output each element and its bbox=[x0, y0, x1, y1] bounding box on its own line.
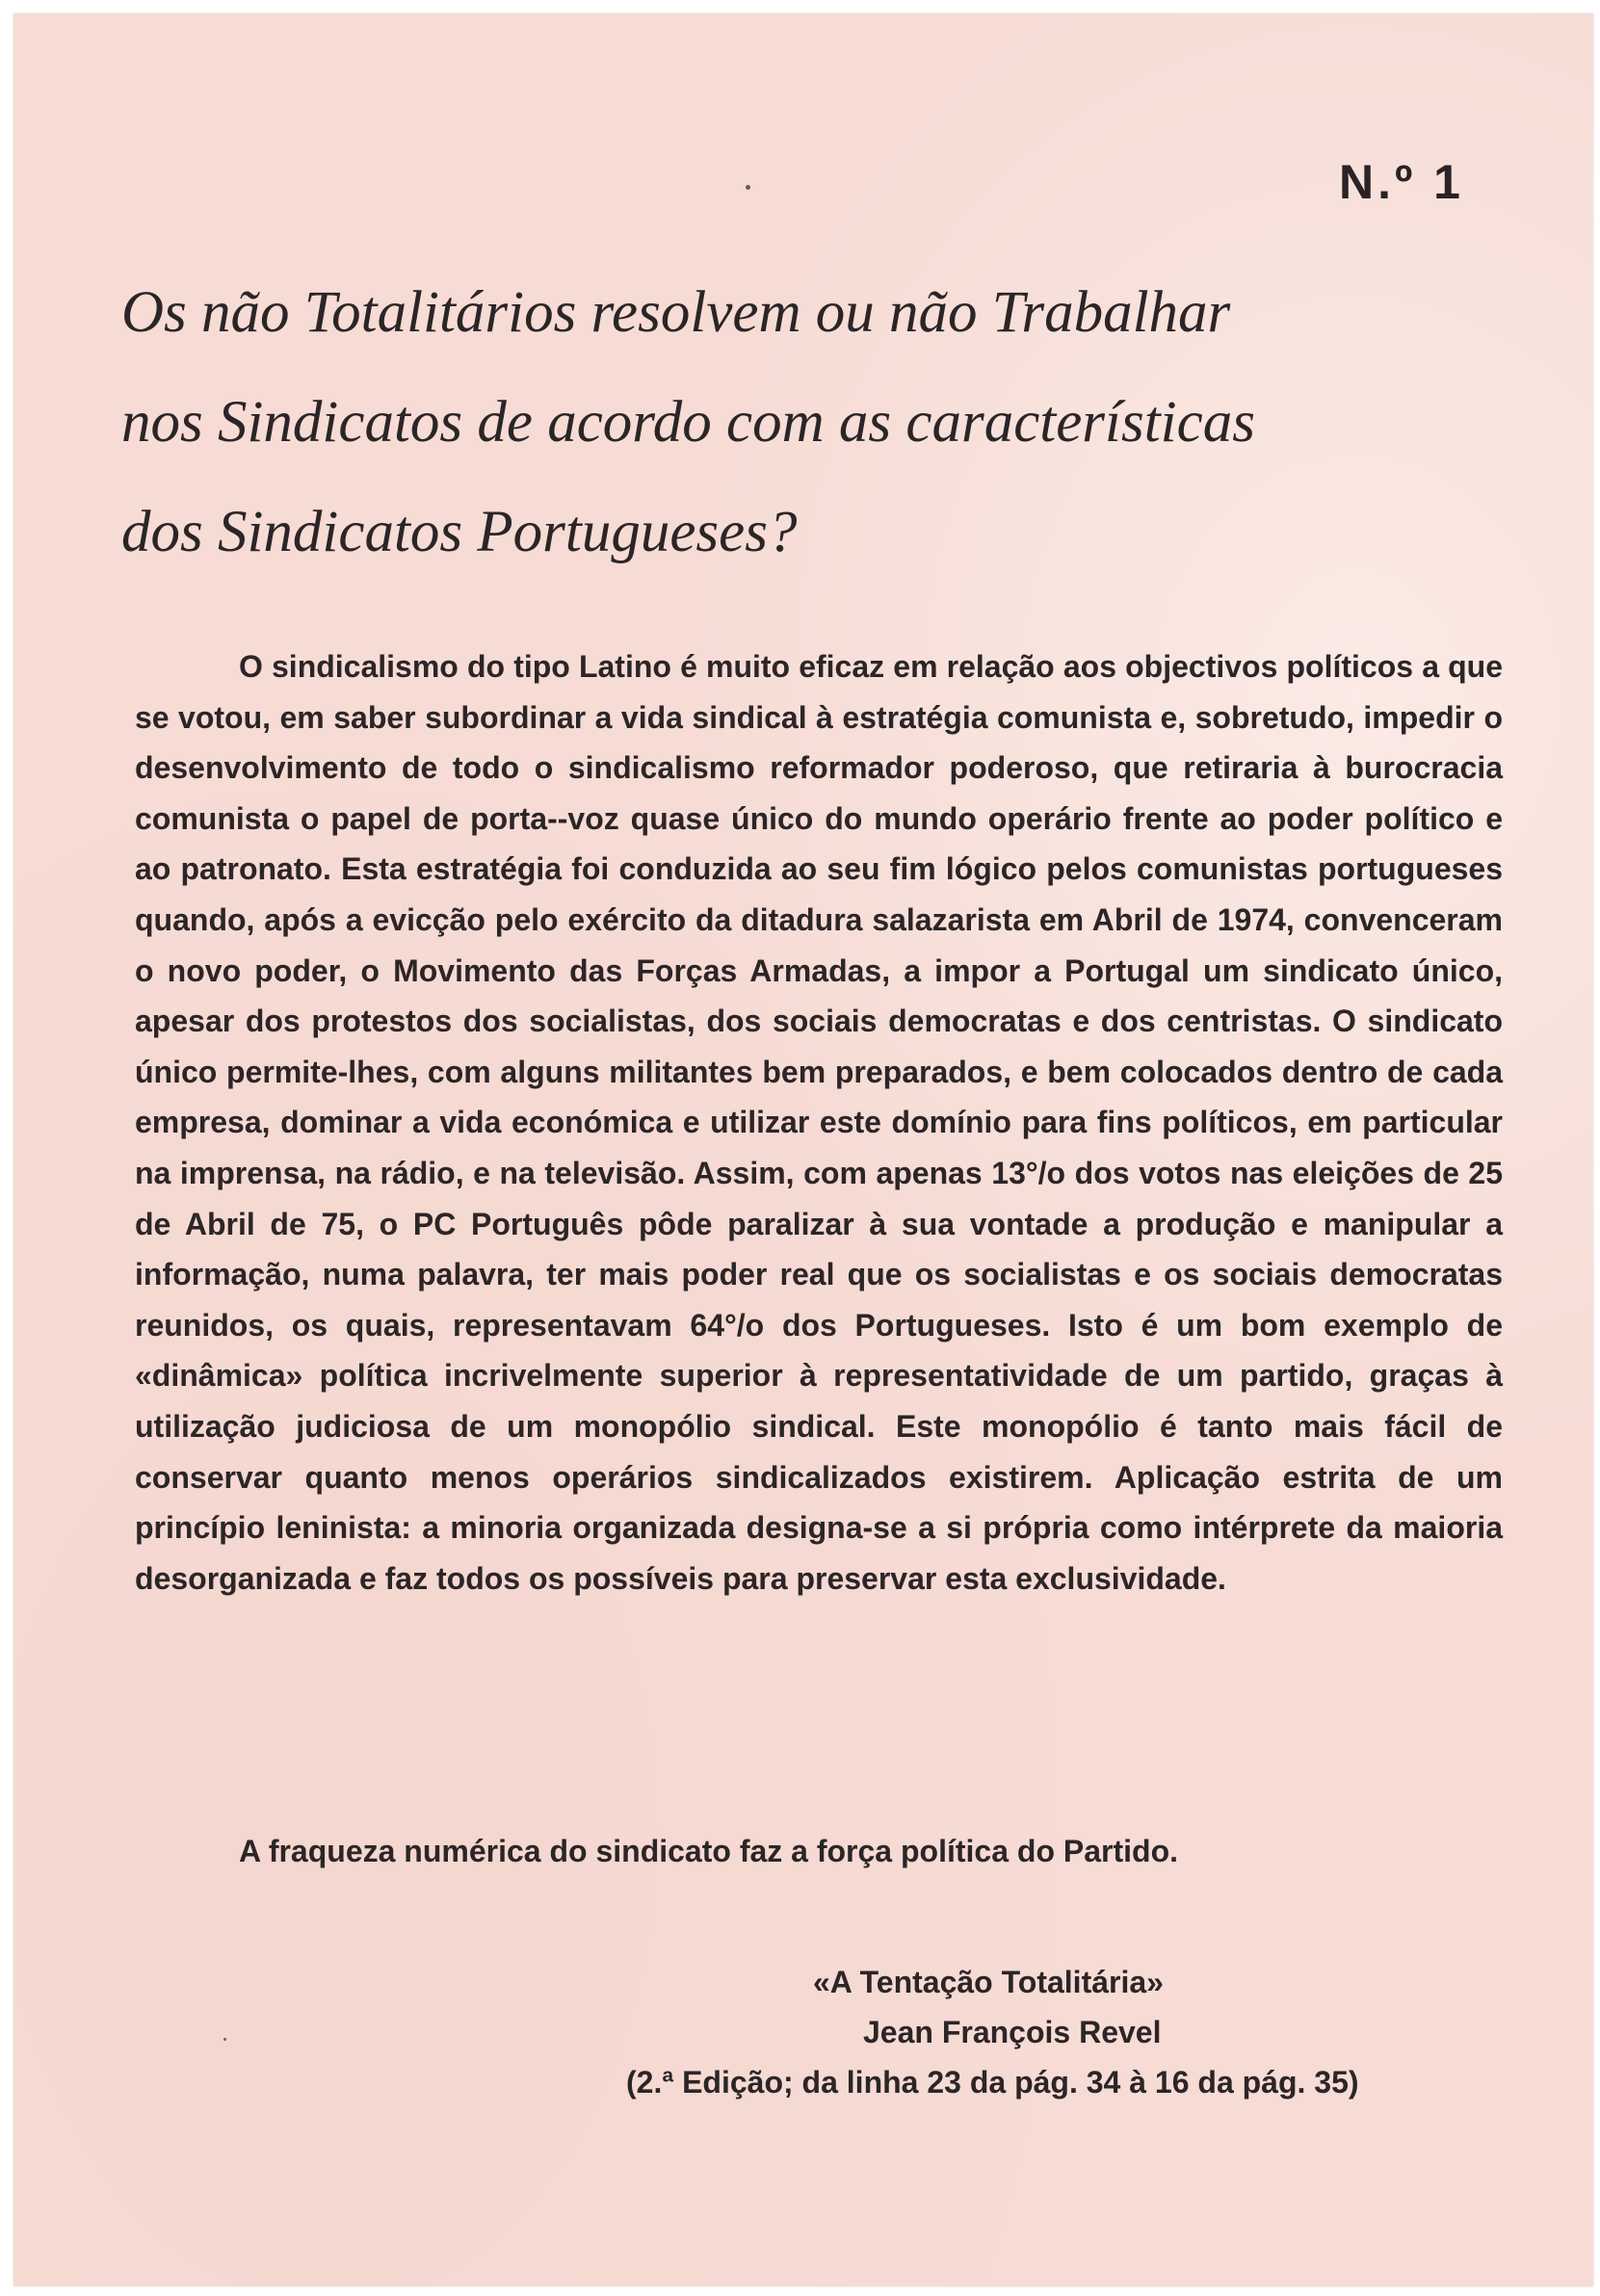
paper-speck bbox=[223, 2038, 226, 2041]
title-line: Os não Totalitários resolvem ou não Trabalhar bbox=[121, 280, 1231, 345]
title-line: dos Sindicatos Portugueses? bbox=[121, 500, 798, 564]
document-title bbox=[121, 258, 1412, 587]
body-paragraph: O sindicalismo do tipo Latino é muito eficaz em relação aos objectivos políticos a que se votou, em saber subordinar a vida sindical à estratégia comunista e, sobretudo, impedir o desenvolvimento de todo o sindicalismo reformador poderoso, que retiraria à burocracia comunista o papel de porta--voz quase único do mundo operário frente ao poder político e ao patronato. Esta estratégia foi conduzida ao seu fim lógico pelos comunistas portugueses quando, após a evicção pelo exército da ditadura salazarista em Abril de 1974, convenceram o novo poder, o Movimento das Forças Armadas, a impor a Portugal um sindicato único, apesar dos protestos dos socialistas, dos sociais democratas e dos centristas. O sindicato único permite-lhes, com alguns militantes bem preparados, e bem colocados dentro de cada empresa, dominar a vida económica e utilizar este domínio para fins políticos, em particular na imprensa, na rádio, e na televisão. Assim, com apenas 13°/o dos votos nas eleições de 25 de Abril de 75, o PC Português pôde paralizar à sua vontade a produção e manipular a informação, numa palavra, ter mais poder real que os socialistas e os sociais democratas reunidos, os quais, representavam 64°/o dos Portugueses. Isto é um bom exemplo de «dinâmica» política incrivelmente superior à representatividade de um partido, graças à utilização judiciosa de um monopólio sindical. Este monopólio é tanto mais fácil de conservar quanto menos operários sindicalizados existirem. Aplicação estrita de um princípio leninista: a minoria organizada designa-se a si própria como intérprete da maioria desorganizada e faz todos os possíveis para preservar esta exclusividade. bbox=[135, 649, 1503, 1596]
citation-edition: (2.ª Edição; da linha 23 da pág. 34 à 16 da pág. 35) bbox=[626, 2065, 1359, 2100]
title-line: nos Sindicatos de acordo com as características bbox=[121, 390, 1255, 455]
issue-number: N.º 1 bbox=[1339, 155, 1464, 209]
citation-author: Jean François Revel bbox=[863, 2015, 1162, 2049]
citation-block bbox=[597, 1957, 1561, 2107]
paper-speck bbox=[746, 185, 750, 190]
citation-book-title: «A Tentação Totalitária» bbox=[813, 1965, 1164, 1999]
closing-statement: A fraqueza numérica do sindicato faz a força política do Partido. bbox=[239, 1834, 1178, 1868]
